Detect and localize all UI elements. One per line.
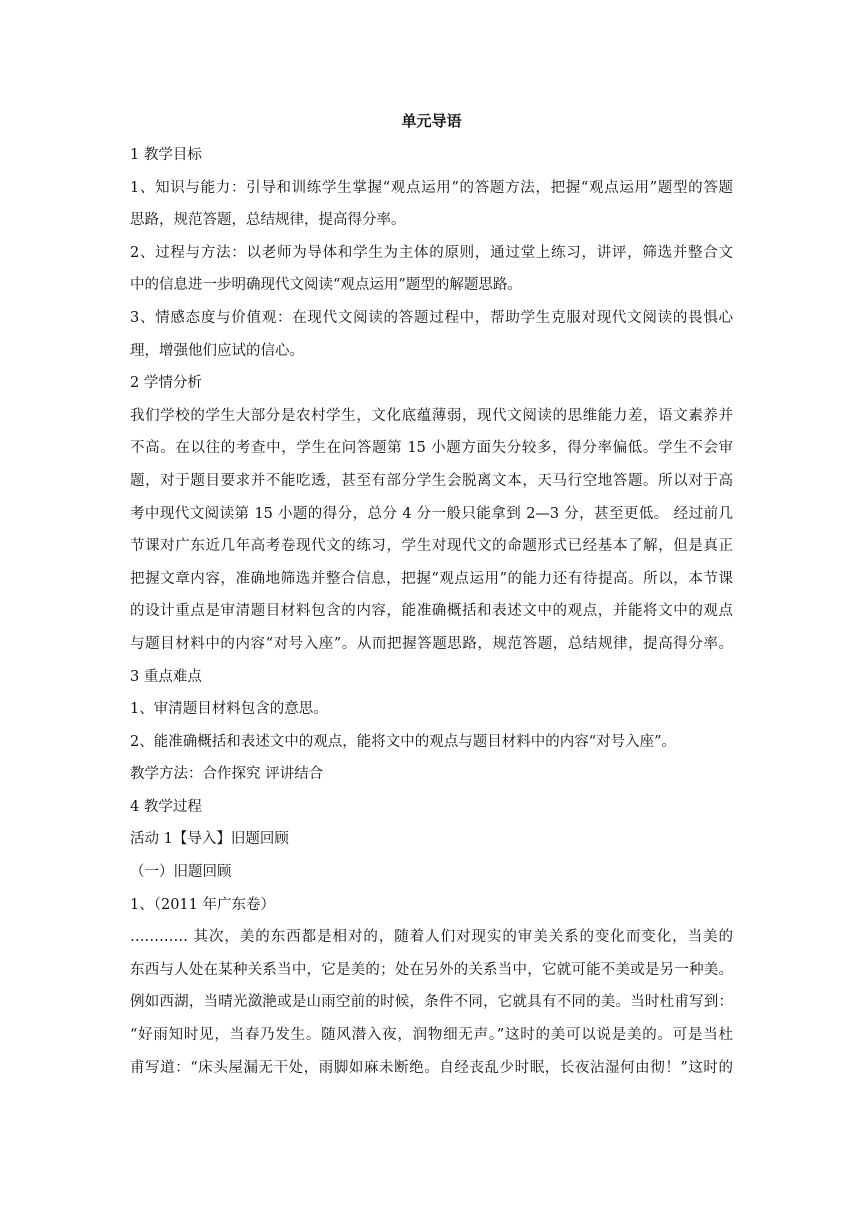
text-line: 2、过程与方法：以老师为导体和学生为主体的原则，通过堂上练习，讲评，筛选并整合文	[130, 244, 733, 261]
text-line: 节课对广东近几年高考卷现代文的练习，学生对现代文的命题形式已经基本了解，但是真正	[130, 538, 733, 555]
text-line: 教学方法：合作探究 评讲结合	[130, 766, 324, 783]
text-line: 3、情感态度与价值观：在现代文阅读的答题过程中，帮助学生克服对现代文阅读的畏惧心	[130, 309, 733, 326]
text-line: 把握文章内容，准确地筛选并整合信息，把握“观点运用”的能力还有待提高。所以，本节课	[130, 570, 733, 587]
text-line: 与题目材料中的内容“对号入座”。从而把握答题思路，规范答题，总结规律，提高得分率。	[130, 635, 733, 652]
text-line: 思路，规范答题，总结规律，提高得分率。	[130, 212, 406, 229]
text-line: 甫写道：“床头屋漏无干处，雨脚如麻未断绝。自经丧乱少时眠，长夜沾湿何由彻！”这时的	[130, 1059, 733, 1076]
text-line: 1、审清题目材料包含的意思。	[130, 701, 328, 718]
text-line: （一）旧题回顾	[130, 864, 232, 881]
text-line: 的设计重点是审清题目材料包含的内容，能准确概括和表述文中的观点，并能将文中的观点	[130, 603, 733, 620]
text-line: 理，增强他们应试的信心。	[130, 342, 304, 359]
text-line: ………… 其次，美的东西都是相对的，随着人们对现实的审美关系的变化而变化，当美的	[130, 929, 733, 946]
text-line: 例如西湖，当晴光潋滟或是山雨空前的时候，条件不同，它就具有不同的美。当时杜甫写到：	[130, 994, 733, 1011]
text-line: 4 教学过程	[130, 798, 202, 815]
text-line: “好雨知时见，当春乃发生。随风潜入夜，润物细无声。”这时的美可以说是美的。可是当杜	[130, 1027, 733, 1044]
text-line: 2 学情分析	[130, 375, 202, 392]
document-body	[130, 139, 733, 1084]
text-line: 1 教学目标	[130, 147, 202, 163]
text-line: 不高。在以往的考查中，学生在问答题第 15 小题方面失分较多，得分率偏低。学生不会审	[130, 440, 733, 457]
document-title: 单元导语	[401, 112, 462, 130]
text-line: 我们学校的学生大部分是农村学生，文化底蕴薄弱，现代文阅读的思维能力差，语文素养并	[130, 407, 733, 424]
text-line: 3 重点难点	[130, 668, 202, 685]
text-line: 活动 1【导入】旧题回顾	[130, 831, 289, 848]
text-line: 中的信息进一步明确现代文阅读“观点运用”题型的解题思路。	[130, 277, 522, 294]
text-line: 1、（2011 年广东卷）	[130, 896, 275, 913]
text-line: 1、知识与能力：引导和训练学生掌握“观点运用”的答题方法，把握“观点运用”题型的答题	[130, 179, 733, 196]
text-line: 考中现代文阅读第 15 小题的得分，总分 4 分一般只能拿到 2—3 分，甚至更低。 经过前几	[130, 505, 733, 522]
document-page	[130, 103, 733, 1084]
text-line: 题，对于题目要求并不能吃透，甚至有部分学生会脱离文本，天马行空地答题。所以对于高	[130, 472, 733, 489]
text-line: 东西与人处在某种关系当中，它是美的；处在另外的关系当中，它就可能不美或是另一种美。	[130, 961, 733, 978]
text-line: 2、能准确概括和表述文中的观点，能将文中的观点与题目材料中的内容“对号入座”。	[130, 733, 677, 750]
